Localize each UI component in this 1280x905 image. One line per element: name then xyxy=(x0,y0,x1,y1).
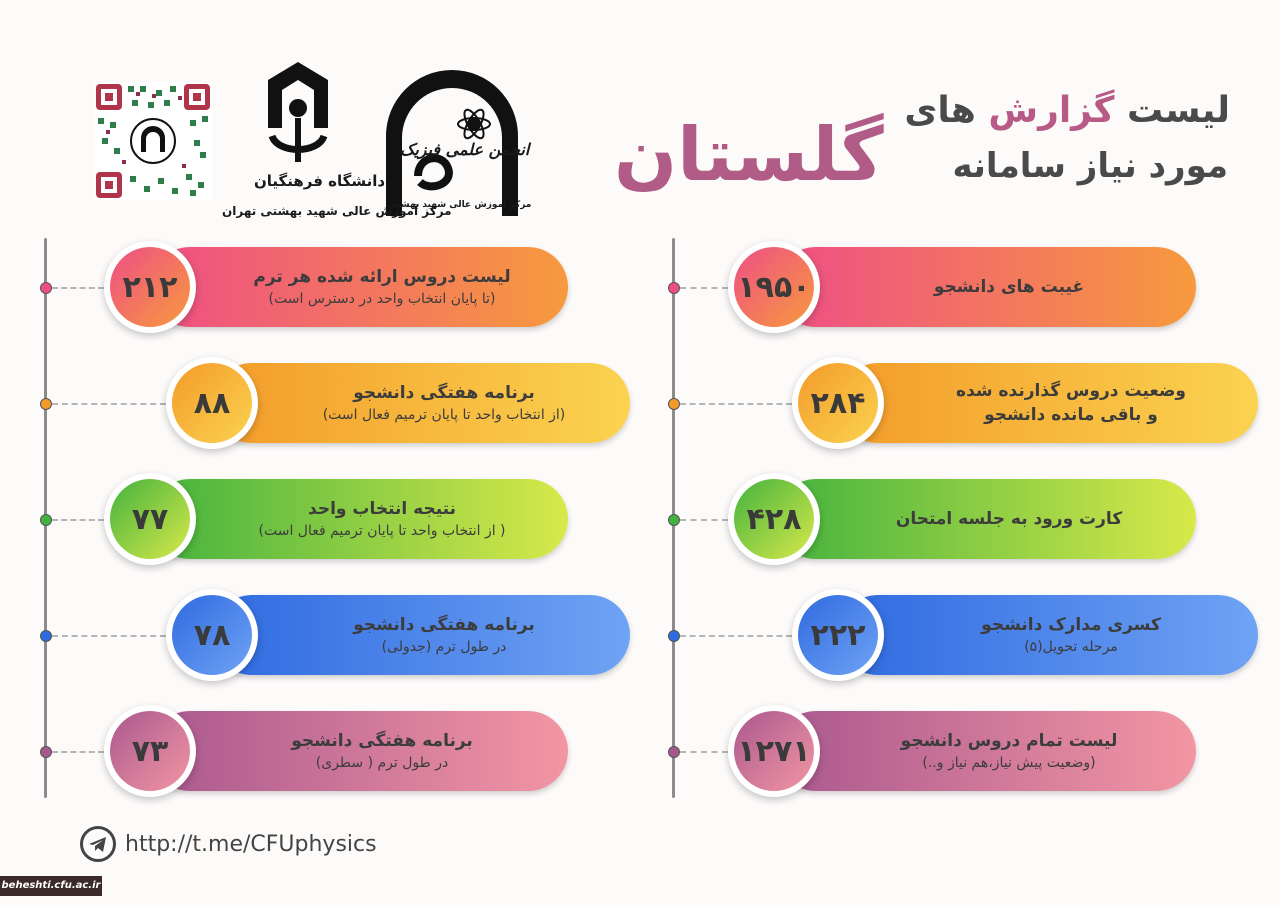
report-title: لیست دروس ارائه شده هر ترم xyxy=(253,267,511,287)
report-text xyxy=(898,363,1244,443)
report-pill xyxy=(838,363,1258,443)
report-pill xyxy=(150,711,568,791)
report-code-badge xyxy=(166,357,258,449)
report-title: کسری مدارک دانشجو xyxy=(981,615,1161,635)
timeline-connector xyxy=(52,751,104,753)
report-code-badge xyxy=(728,705,820,797)
timeline-connector xyxy=(680,287,728,289)
report-subtitle: و باقی مانده دانشجو xyxy=(984,405,1158,425)
report-code-badge xyxy=(792,589,884,681)
timeline-connector xyxy=(680,519,728,521)
report-code-number: ۱۲۷۱ xyxy=(737,733,811,769)
assoc-logo-name: انجمن علمی فیزیک xyxy=(400,140,530,159)
report-title: غیبت های دانشجو xyxy=(933,277,1085,297)
report-code-number: ۴۲۸ xyxy=(746,501,802,537)
timeline-dot xyxy=(668,398,680,410)
report-text xyxy=(272,595,616,675)
title-highlight: گزارش xyxy=(988,90,1115,131)
report-pill xyxy=(150,247,568,327)
report-subtitle: (از انتخاب واحد تا پایان ترمیم فعال است) xyxy=(322,407,566,423)
report-pill xyxy=(776,479,1196,559)
report-code-number: ۲۸۴ xyxy=(810,385,866,421)
report-code-number: ۷۳ xyxy=(131,733,169,769)
report-code-badge xyxy=(104,473,196,565)
timeline-connector xyxy=(52,635,166,637)
report-pill xyxy=(776,247,1196,327)
report-code-number: ۷۷ xyxy=(131,501,169,537)
report-code-badge xyxy=(166,589,258,681)
timeline-connector xyxy=(52,519,104,521)
timeline-dot xyxy=(40,282,52,294)
report-text xyxy=(210,711,554,791)
report-code-number: ۲۲۲ xyxy=(810,617,866,653)
report-text xyxy=(836,711,1182,791)
timeline-dot xyxy=(40,630,52,642)
report-title: نتیجه انتخاب واحد xyxy=(308,499,456,519)
timeline-connector xyxy=(52,403,166,405)
timeline-dot xyxy=(668,514,680,526)
title-line-1: لیست گزارش های xyxy=(904,90,1230,131)
report-title: وضعیت دروس گذارنده شده xyxy=(956,381,1186,401)
report-text xyxy=(836,479,1182,559)
report-text xyxy=(272,363,616,443)
qr-code xyxy=(94,82,212,200)
report-subtitle: (تا پایان انتخاب واحد در دسترس است) xyxy=(268,291,496,307)
report-code-badge xyxy=(728,473,820,565)
report-title: کارت ورود به جلسه امتحان xyxy=(895,509,1123,529)
univ-logo-name: دانشگاه فرهنگیان xyxy=(254,172,386,190)
telegram-icon[interactable] xyxy=(80,826,116,862)
report-pill xyxy=(212,595,630,675)
timeline-connector xyxy=(680,635,792,637)
telegram-link[interactable]: http://t.me/CFUphysics xyxy=(125,832,377,857)
report-pill xyxy=(212,363,630,443)
timeline-dot xyxy=(668,630,680,642)
site-url-badge: beheshti.cfu.ac.ir xyxy=(0,876,102,896)
report-title: برنامه هفتگی دانشجو xyxy=(291,731,473,751)
report-code-number: ۲۱۲ xyxy=(122,269,178,305)
report-pill xyxy=(838,595,1258,675)
report-subtitle: در طول ترم (جدولی) xyxy=(381,639,507,655)
timeline-dot xyxy=(40,398,52,410)
timeline-dot xyxy=(668,746,680,758)
report-code-badge xyxy=(104,705,196,797)
report-text xyxy=(836,247,1182,327)
report-pill xyxy=(776,711,1196,791)
report-code-badge xyxy=(104,241,196,333)
timeline-connector xyxy=(680,751,728,753)
report-title: برنامه هفتگی دانشجو xyxy=(353,615,535,635)
report-code-number: ۷۸ xyxy=(193,617,231,653)
timeline-dot xyxy=(40,746,52,758)
report-title: برنامه هفتگی دانشجو xyxy=(353,383,535,403)
report-subtitle: (وضعیت پیش نیاز،هم نیاز و..) xyxy=(922,755,1096,771)
timeline-connector xyxy=(52,287,104,289)
univ-logo-caption: مرکز آموزش عالی شهید بهشتی تهران xyxy=(222,204,452,218)
report-subtitle: مرحله تحویل(۵) xyxy=(1024,639,1118,655)
timeline-connector xyxy=(680,403,792,405)
farhangian-university-logo xyxy=(252,58,344,168)
assoc-logo-caption: مرکز آموزش عالی شهید بهشتی xyxy=(388,200,532,210)
report-subtitle: در طول ترم ( سطری) xyxy=(315,755,449,771)
report-code-number: ۱۹۵۰ xyxy=(737,269,811,305)
report-text xyxy=(210,479,554,559)
report-code-badge xyxy=(728,241,820,333)
report-subtitle: ( از انتخاب واحد تا پایان ترمیم فعال است) xyxy=(258,523,506,539)
report-code-number: ۸۸ xyxy=(193,385,231,421)
report-title: لیست تمام دروس دانشجو xyxy=(900,731,1118,751)
title-block xyxy=(600,90,1240,210)
timeline-dot xyxy=(668,282,680,294)
report-pill xyxy=(150,479,568,559)
report-code-badge xyxy=(792,357,884,449)
title-line-2: مورد نیاز سامانه xyxy=(952,146,1228,186)
timeline-dot xyxy=(40,514,52,526)
report-text xyxy=(898,595,1244,675)
title-big-word: گلستان xyxy=(614,112,884,198)
report-text xyxy=(210,247,554,327)
